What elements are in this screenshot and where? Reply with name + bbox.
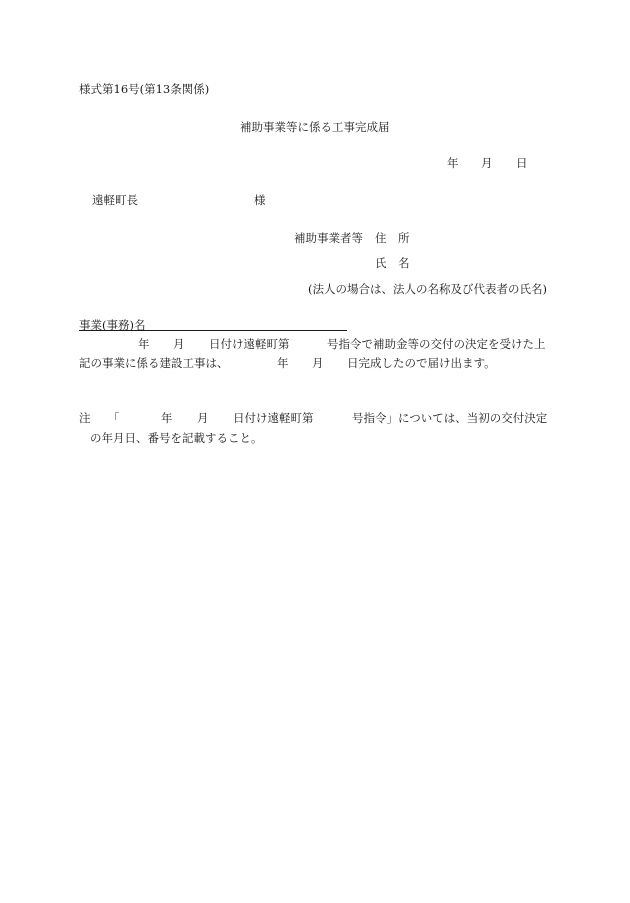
note-month: 月 bbox=[197, 411, 209, 425]
body-month2: 月 bbox=[312, 356, 324, 370]
date-day: 日 bbox=[516, 156, 528, 170]
corporate-note: (法人の場合は、法人の名称及び代表者の氏名) bbox=[308, 282, 547, 296]
date-year: 年 bbox=[447, 156, 459, 170]
body-line2-prefix: 記の事業に係る建設工事は、 bbox=[79, 356, 229, 370]
form-number: 様式第16号(第13条関係) bbox=[79, 82, 210, 96]
document-title: 補助事業等に係る工事完成届 bbox=[240, 120, 390, 134]
addressee-name: 遠軽町長 bbox=[92, 193, 138, 207]
body-month: 月 bbox=[173, 337, 185, 351]
body-year: 年 bbox=[138, 337, 150, 351]
body-year2: 年 bbox=[277, 356, 289, 370]
note-year: 年 bbox=[161, 411, 173, 425]
note-directive-suffix: 号指令」については、当初の交付決定 bbox=[352, 411, 548, 425]
address-label: 住 所 bbox=[375, 231, 410, 245]
body-directive-prefix: 日付け遠軽町第 bbox=[209, 337, 290, 351]
project-name-label: 事業(事務)名 bbox=[79, 318, 146, 332]
note-label: 注 bbox=[79, 411, 91, 425]
addressee-honorific: 様 bbox=[254, 193, 266, 207]
body-directive-suffix: 号指令で補助金等の交付の決定を受けた上 bbox=[327, 337, 546, 351]
date-month: 月 bbox=[481, 156, 493, 170]
note-directive-prefix: 日付け遠軽町第 bbox=[233, 411, 314, 425]
name-label: 氏 名 bbox=[375, 256, 410, 270]
applicant-label: 補助事業者等 bbox=[294, 231, 363, 245]
project-name-underline bbox=[79, 330, 347, 331]
body-line2-suffix: 日完成したので届け出ます。 bbox=[347, 356, 496, 370]
note-open-quote: 「 bbox=[108, 411, 120, 425]
note-line2: の年月日、番号を記載すること。 bbox=[90, 431, 263, 445]
